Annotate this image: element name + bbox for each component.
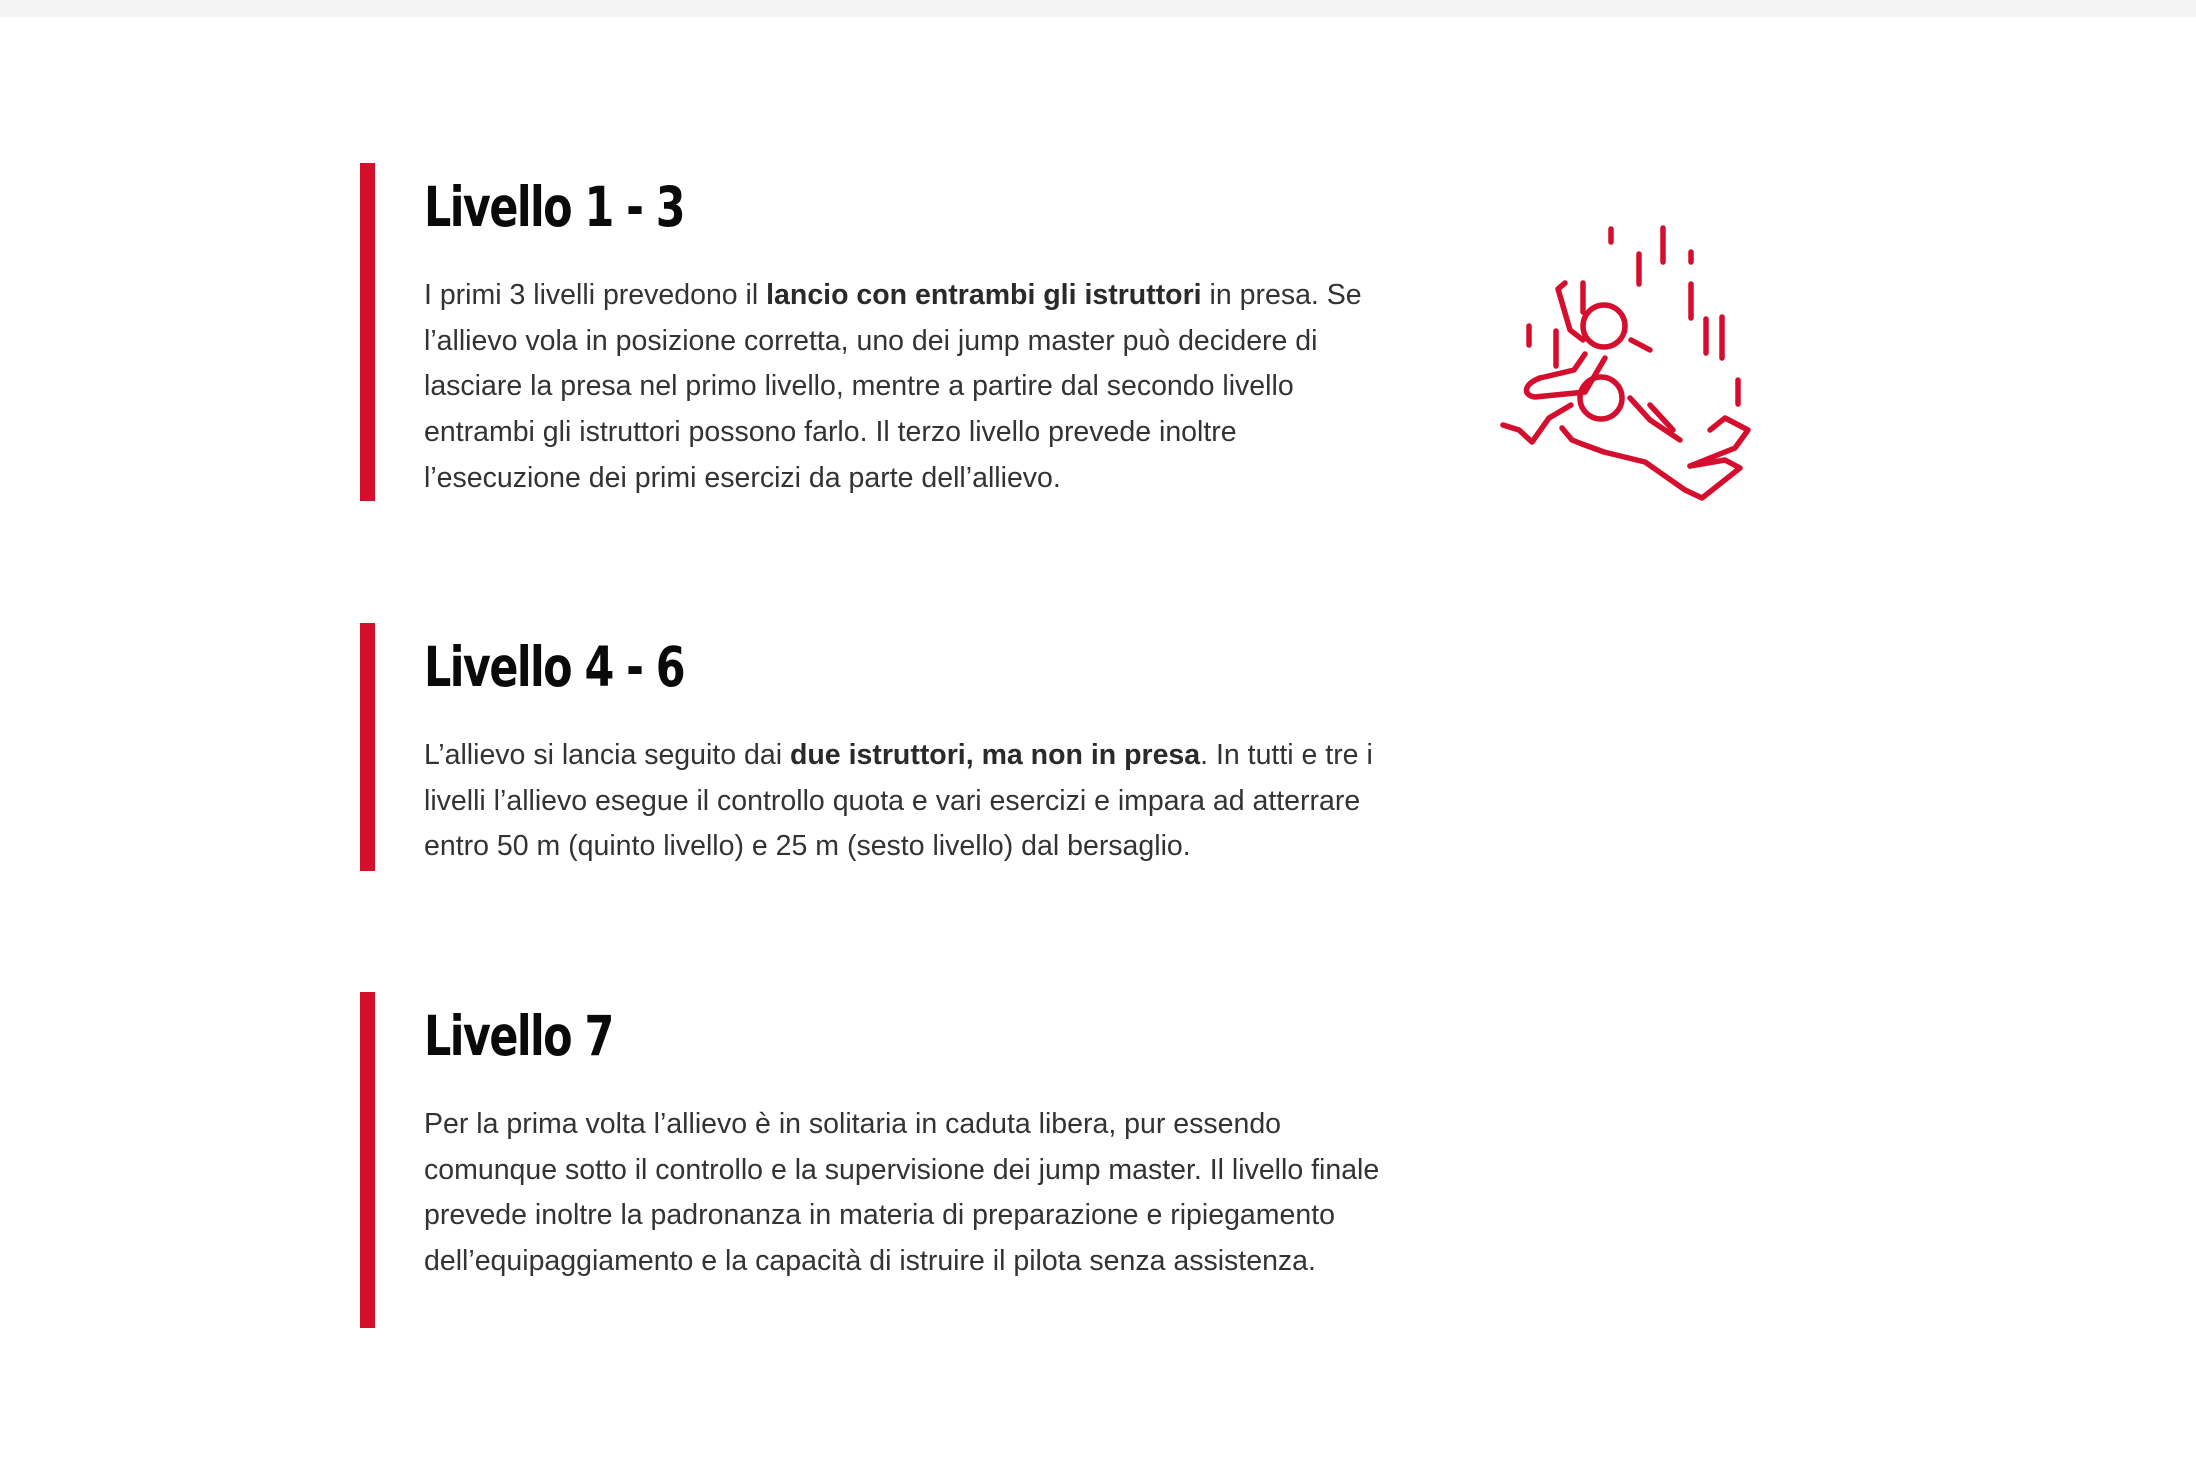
- body-text: Per la prima volta l’allievo è in solitaria in caduta libera, pur essendo comunque sotto il controllo e la supervisione dei jump master. Il livello finale prevede inoltre la padronanza in materia di preparazione e ripiegamento dell’equipaggiamento e la capacità di istruire il pilota senza assistenza.: [424, 1108, 1380, 1278]
- skydivers-freefall-icon: [1460, 220, 1760, 510]
- accent-bar: [360, 992, 375, 1328]
- section-body: [424, 733, 1390, 870]
- body-text-bold: due istruttori, ma non in presa: [789, 739, 1201, 771]
- section-title: Livello 1 - 3: [424, 175, 685, 239]
- body-text-bold: lancio con entrambi gli istruttori: [766, 279, 1202, 311]
- body-text: L’allievo si lancia seguito dai: [424, 739, 790, 771]
- body-text: in presa. Se l’allievo vola in posizione corretta, uno dei jump master può decidere di lasciare la presa nel primo livello, mentre a partire dal secondo livello entrambi gli istruttori possono farlo. Il terzo livello prevede inoltre l’esecuzione dei primi esercizi da parte dell’allievo.: [424, 279, 1362, 494]
- body-text: I primi 3 livelli prevedono il: [424, 279, 767, 311]
- section-title: Livello 4 - 6: [424, 635, 685, 699]
- accent-bar: [360, 623, 375, 871]
- body-text: . In tutti e tre i livelli l’allievo esegue il controllo quota e vari esercizi e impara ad atterrare entro 50 m (quinto livello) e 25 m (sesto livello) dal bersaglio.: [424, 739, 1373, 863]
- level-section-7: [360, 992, 1390, 1328]
- top-strip: [0, 0, 2196, 17]
- level-section-1-3: [360, 163, 1390, 501]
- section-body: [424, 273, 1390, 502]
- speed-lines: [1529, 228, 1738, 404]
- accent-bar: [360, 163, 375, 501]
- section-title: Livello 7: [424, 1004, 613, 1068]
- section-body: [424, 1102, 1390, 1285]
- level-section-4-6: [360, 623, 1390, 871]
